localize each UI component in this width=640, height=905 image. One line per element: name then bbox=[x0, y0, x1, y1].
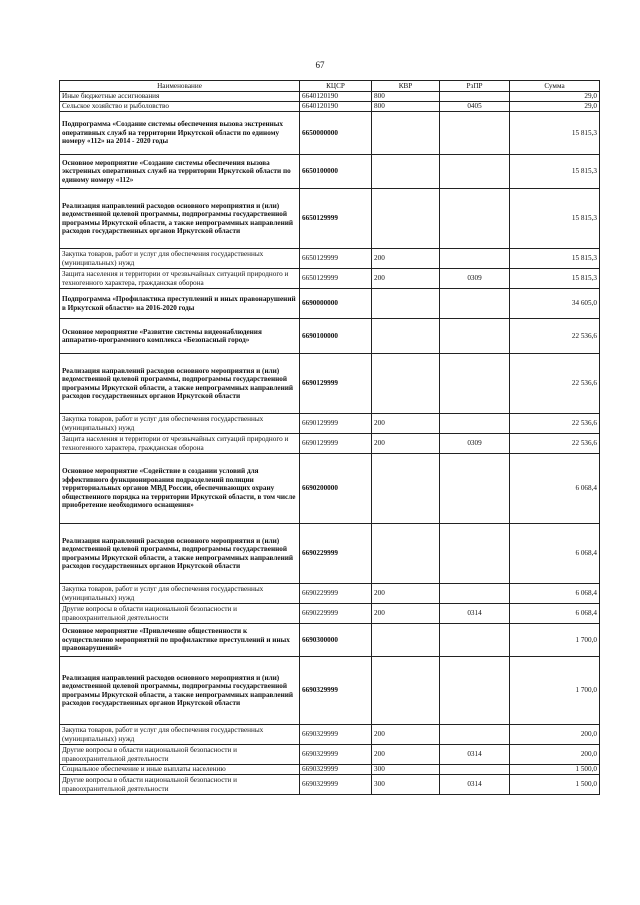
cell-kcsr: 6690300000 bbox=[300, 624, 372, 657]
cell-kcsr: 6690329999 bbox=[300, 725, 372, 745]
cell-sum: 6 068,4 bbox=[510, 604, 600, 624]
cell-kcsr: 6690100000 bbox=[300, 319, 372, 354]
table-row bbox=[60, 745, 600, 765]
cell-kvr bbox=[372, 624, 440, 657]
cell-name: Другие вопросы в области национальной безопасности и правоохранительной деятельности bbox=[60, 775, 300, 795]
cell-kcsr: 6690329999 bbox=[300, 765, 372, 775]
cell-name: Защита населения и территории от чрезвычайных ситуаций природного и техногенного характера, гражданская оборона bbox=[60, 269, 300, 289]
cell-sum: 22 536,6 bbox=[510, 434, 600, 454]
cell-sum: 6 068,4 bbox=[510, 454, 600, 524]
table-row bbox=[60, 102, 600, 112]
cell-name: Закупка товаров, работ и услуг для обеспечения государственных (муниципальных) нужд bbox=[60, 414, 300, 434]
cell-kcsr: 6690229999 bbox=[300, 524, 372, 584]
table-row bbox=[60, 269, 600, 289]
cell-kvr: 200 bbox=[372, 434, 440, 454]
cell-sum: 1 500,0 bbox=[510, 775, 600, 795]
table-header-row bbox=[60, 81, 600, 92]
cell-name: Реализация направлений расходов основного мероприятия и (или) ведомственной целевой программы, подпрограммы государственной программы Иркутской области, а также непрограммных направлений расходов государственных органов Иркутской области bbox=[60, 524, 300, 584]
table-row bbox=[60, 584, 600, 604]
cell-kcsr: 6690129999 bbox=[300, 434, 372, 454]
cell-kcsr: 6650129999 bbox=[300, 269, 372, 289]
cell-rzpr bbox=[440, 524, 510, 584]
cell-sum: 6 068,4 bbox=[510, 584, 600, 604]
cell-kvr: 800 bbox=[372, 102, 440, 112]
cell-sum: 1 700,0 bbox=[510, 624, 600, 657]
cell-sum: 22 536,6 bbox=[510, 354, 600, 414]
table-row bbox=[60, 189, 600, 249]
cell-kvr: 300 bbox=[372, 765, 440, 775]
cell-kvr: 300 bbox=[372, 775, 440, 795]
cell-kvr: 200 bbox=[372, 269, 440, 289]
cell-rzpr: 0314 bbox=[440, 745, 510, 765]
cell-name: Основное мероприятие «Развитие системы видеонаблюдения аппаратно-программного комплекса «Безопасный город» bbox=[60, 319, 300, 354]
cell-name: Реализация направлений расходов основного мероприятия и (или) ведомственной целевой программы, подпрограммы государственной программы Иркутской области, а также непрограммных направлений расходов государственных органов Иркутской области bbox=[60, 354, 300, 414]
table-row bbox=[60, 775, 600, 795]
table-row bbox=[60, 249, 600, 269]
cell-rzpr bbox=[440, 319, 510, 354]
table-row bbox=[60, 657, 600, 725]
cell-kvr: 200 bbox=[372, 249, 440, 269]
header-name: Наименование bbox=[60, 81, 300, 92]
cell-sum: 1 500,0 bbox=[510, 765, 600, 775]
cell-rzpr: 0309 bbox=[440, 269, 510, 289]
cell-rzpr: 0405 bbox=[440, 102, 510, 112]
cell-kcsr: 6690129999 bbox=[300, 354, 372, 414]
table-row bbox=[60, 289, 600, 319]
cell-rzpr: 0309 bbox=[440, 434, 510, 454]
cell-rzpr bbox=[440, 249, 510, 269]
table-row bbox=[60, 319, 600, 354]
cell-kcsr: 6650129999 bbox=[300, 249, 372, 269]
cell-sum: 6 068,4 bbox=[510, 524, 600, 584]
cell-sum: 34 605,0 bbox=[510, 289, 600, 319]
cell-rzpr bbox=[440, 584, 510, 604]
table-row bbox=[60, 414, 600, 434]
cell-rzpr: 0314 bbox=[440, 775, 510, 795]
cell-name: Защита населения и территории от чрезвычайных ситуаций природного и техногенного характера, гражданская оборона bbox=[60, 434, 300, 454]
cell-kvr: 200 bbox=[372, 725, 440, 745]
cell-kcsr: 6690229999 bbox=[300, 604, 372, 624]
table-row bbox=[60, 434, 600, 454]
cell-name: Реализация направлений расходов основного мероприятия и (или) ведомственной целевой программы, подпрограммы государственной программы Иркутской области, а также непрограммных направлений расходов государственных органов Иркутской области bbox=[60, 657, 300, 725]
cell-kcsr: 6690000000 bbox=[300, 289, 372, 319]
cell-rzpr bbox=[440, 112, 510, 155]
cell-sum: 15 815,3 bbox=[510, 155, 600, 189]
cell-kcsr: 6690329999 bbox=[300, 775, 372, 795]
cell-rzpr bbox=[440, 414, 510, 434]
cell-name: Другие вопросы в области национальной безопасности и правоохранительной деятельности bbox=[60, 604, 300, 624]
header-rzpr: РзПР bbox=[440, 81, 510, 92]
cell-name: Реализация направлений расходов основного мероприятия и (или) ведомственной целевой программы, подпрограммы государственной программы Иркутской области, а также непрограммных направлений расходов государственных органов Иркутской области bbox=[60, 189, 300, 249]
table-row bbox=[60, 155, 600, 189]
cell-name: Сельское хозяйство и рыболовство bbox=[60, 102, 300, 112]
cell-kcsr: 6690329999 bbox=[300, 657, 372, 725]
cell-name: Подпрограмма «Профилактика преступлений и иных правонарушений в Иркутской области» на 2016-2020 годы bbox=[60, 289, 300, 319]
cell-rzpr bbox=[440, 454, 510, 524]
cell-rzpr: 0314 bbox=[440, 604, 510, 624]
cell-kvr bbox=[372, 189, 440, 249]
cell-sum: 15 815,3 bbox=[510, 249, 600, 269]
cell-kvr bbox=[372, 155, 440, 189]
cell-sum: 15 815,3 bbox=[510, 189, 600, 249]
cell-rzpr bbox=[440, 189, 510, 249]
table-row bbox=[60, 624, 600, 657]
cell-rzpr bbox=[440, 624, 510, 657]
cell-kvr bbox=[372, 454, 440, 524]
cell-sum: 29,0 bbox=[510, 102, 600, 112]
cell-rzpr bbox=[440, 92, 510, 102]
cell-kcsr: 6640120190 bbox=[300, 92, 372, 102]
cell-sum: 22 536,6 bbox=[510, 319, 600, 354]
cell-rzpr bbox=[440, 765, 510, 775]
cell-sum: 15 815,3 bbox=[510, 269, 600, 289]
cell-kvr: 200 bbox=[372, 604, 440, 624]
cell-kvr: 200 bbox=[372, 745, 440, 765]
cell-kvr bbox=[372, 112, 440, 155]
cell-rzpr bbox=[440, 289, 510, 319]
table-row bbox=[60, 524, 600, 584]
cell-rzpr bbox=[440, 657, 510, 725]
cell-rzpr bbox=[440, 155, 510, 189]
cell-rzpr bbox=[440, 354, 510, 414]
cell-sum: 1 700,0 bbox=[510, 657, 600, 725]
cell-sum: 29,0 bbox=[510, 92, 600, 102]
header-kvr: КВР bbox=[372, 81, 440, 92]
cell-name: Другие вопросы в области национальной безопасности и правоохранительной деятельности bbox=[60, 745, 300, 765]
cell-name: Подпрограмма «Создание системы обеспечения вызова экстренных оперативных служб на территории Иркутской области по единому номеру «112» на 2014 - 2020 годы bbox=[60, 112, 300, 155]
cell-kvr: 800 bbox=[372, 92, 440, 102]
header-sum: Сумма bbox=[510, 81, 600, 92]
cell-kcsr: 6650129999 bbox=[300, 189, 372, 249]
cell-name: Закупка товаров, работ и услуг для обеспечения государственных (муниципальных) нужд bbox=[60, 584, 300, 604]
cell-name: Социальное обеспечение и иные выплаты населению bbox=[60, 765, 300, 775]
cell-kcsr: 6690229999 bbox=[300, 584, 372, 604]
table-row bbox=[60, 354, 600, 414]
cell-kvr: 200 bbox=[372, 584, 440, 604]
page-number: 67 bbox=[315, 60, 325, 70]
cell-kcsr: 6640120190 bbox=[300, 102, 372, 112]
table-row bbox=[60, 112, 600, 155]
cell-kcsr: 6690329999 bbox=[300, 745, 372, 765]
cell-sum: 200,0 bbox=[510, 725, 600, 745]
table-row bbox=[60, 765, 600, 775]
cell-kvr bbox=[372, 289, 440, 319]
table-row bbox=[60, 454, 600, 524]
cell-name: Закупка товаров, работ и услуг для обеспечения государственных (муниципальных) нужд bbox=[60, 249, 300, 269]
cell-sum: 15 815,3 bbox=[510, 112, 600, 155]
cell-kvr bbox=[372, 657, 440, 725]
cell-kvr bbox=[372, 524, 440, 584]
cell-kcsr: 6690200000 bbox=[300, 454, 372, 524]
cell-kvr: 200 bbox=[372, 414, 440, 434]
cell-name: Закупка товаров, работ и услуг для обеспечения государственных (муниципальных) нужд bbox=[60, 725, 300, 745]
cell-kcsr: 6690129999 bbox=[300, 414, 372, 434]
budget-table bbox=[59, 80, 600, 795]
cell-name: Основное мероприятие «Содействие в создании условий для эффективного функционирования подразделений полиции территориальных органов МВД России, обеспечивающих охрану общественного порядка на территории Иркутской области, в том числе приобретение необходимого оснащения» bbox=[60, 454, 300, 524]
cell-name: Иные бюджетные ассигнования bbox=[60, 92, 300, 102]
cell-name: Основное мероприятие «Создание системы обеспечения вызова экстренных оперативных служб на территории Иркутской области по единому номеру «112» bbox=[60, 155, 300, 189]
cell-kcsr: 6650100000 bbox=[300, 155, 372, 189]
table-row bbox=[60, 725, 600, 745]
cell-kcsr: 6650000000 bbox=[300, 112, 372, 155]
cell-rzpr bbox=[440, 725, 510, 745]
cell-sum: 200,0 bbox=[510, 745, 600, 765]
cell-sum: 22 536,6 bbox=[510, 414, 600, 434]
cell-kvr bbox=[372, 354, 440, 414]
header-kcsr: КЦСР bbox=[300, 81, 372, 92]
table-row bbox=[60, 92, 600, 102]
cell-kvr bbox=[372, 319, 440, 354]
table-row bbox=[60, 604, 600, 624]
cell-name: Основное мероприятие «Привлечение общественности к осуществлению мероприятий по профилактике преступлений и иных правонарушений» bbox=[60, 624, 300, 657]
table-body bbox=[60, 92, 600, 795]
